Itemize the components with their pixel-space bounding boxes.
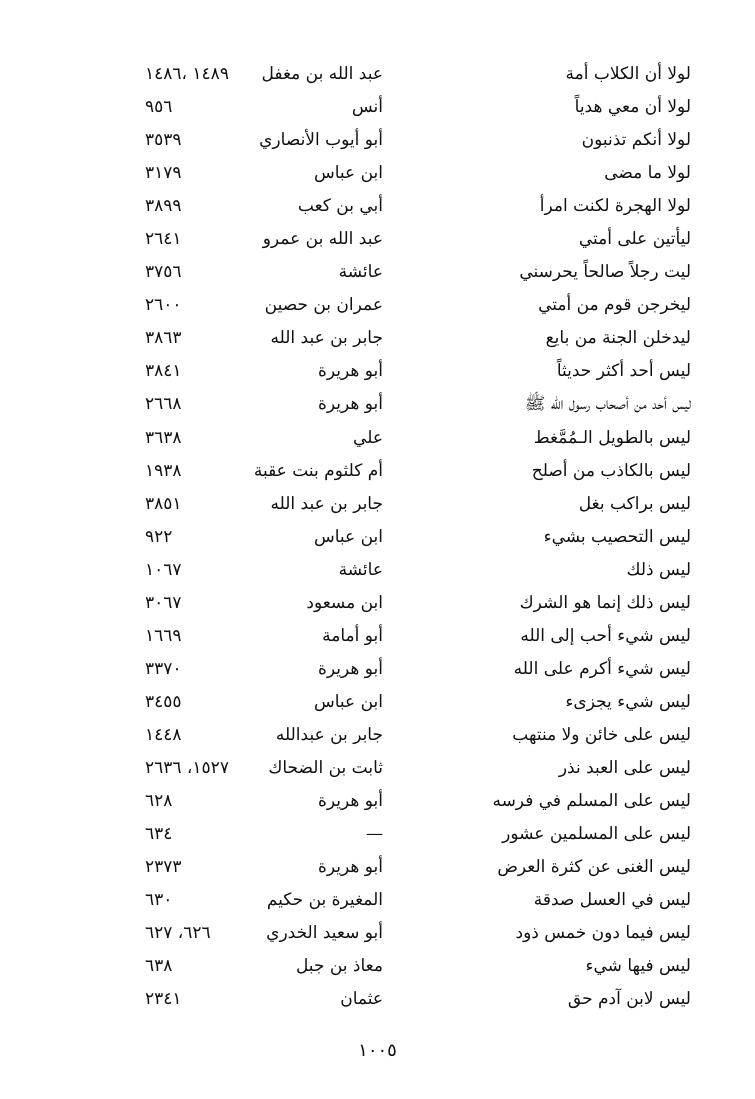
hadith-reference-number: ٢٦٦٨: [145, 394, 182, 415]
hadith-reference-number: ٣٧٥٦: [145, 262, 182, 283]
hadith-text: لولا ما مضى: [604, 163, 691, 184]
narrator-name: أبو هريرة: [317, 791, 383, 812]
hadith-text: لولا أن الكلاب أمة: [565, 64, 691, 84]
hadith-reference-number: ٦٢٨: [145, 791, 173, 812]
narrator-name: عثمان: [340, 989, 383, 1010]
index-row: [0, 388, 755, 421]
narrator-name: أم كلثوم بنت عقبة: [253, 460, 383, 481]
hadith-reference-number: ١٥٢٧، ٢٦٣٦: [145, 757, 229, 778]
narrator-name: أبو هريرة: [317, 361, 383, 382]
narrator-name: عبد الله بن عمرو: [262, 229, 383, 250]
hadith-reference-number: ٣٨٩٩: [145, 196, 182, 217]
narrator-name: ابن عباس: [313, 691, 383, 712]
hadith-text: ليس الغنى عن كثرة العرض: [497, 857, 691, 878]
index-list: [0, 58, 755, 1016]
hadith-reference-number: ٣٨٥١: [145, 493, 182, 514]
index-row: [0, 785, 755, 818]
index-row: [0, 818, 755, 851]
narrator-name: أبو هريرة: [317, 394, 383, 415]
index-row: [0, 917, 755, 950]
hadith-text: ليس فيما دون خمس ذود: [515, 923, 691, 944]
hadith-reference-number: ٢٦٠٠: [145, 295, 182, 316]
index-row: [0, 752, 755, 785]
narrator-name: عائشة: [338, 262, 383, 283]
hadith-reference-number: ٦٢٦، ٦٢٧: [145, 923, 211, 944]
hadith-reference-number: ١٤٤٨: [145, 724, 182, 745]
hadith-text: ليس على المسلم في فرسه: [492, 791, 691, 812]
index-row: [0, 521, 755, 554]
page-number: ١٠٠٥: [358, 1040, 397, 1061]
hadith-text: ليس على المسلمين عشور: [502, 824, 691, 845]
hadith-reference-number: ٦٣٤: [145, 824, 173, 845]
narrator-name: المغيرة بن حكيم: [266, 890, 383, 911]
index-row: [0, 653, 755, 686]
narrator-name: —: [366, 824, 383, 845]
narrator-name: أبو أمامة: [322, 625, 383, 646]
hadith-reference-number: ٣٣٧٠: [145, 658, 182, 679]
index-row: [0, 91, 755, 124]
hadith-text: ليس شيء يجزىء: [565, 691, 691, 712]
index-row: [0, 355, 755, 388]
index-row: [0, 620, 755, 653]
hadith-text: ليدخلن الجنة من بايع: [545, 328, 691, 349]
hadith-text: ليس ذلك: [626, 559, 691, 580]
narrator-name: أنس: [351, 97, 383, 118]
hadith-reference-number: ٣٤٥٥: [145, 691, 182, 712]
hadith-text: ليس فيها شيء: [585, 956, 691, 977]
narrator-name: أبو هريرة: [317, 658, 383, 679]
narrator-name: علي: [353, 427, 383, 448]
hadith-reference-number: ٢٣٧٣: [145, 857, 182, 878]
narrator-name: عبد الله بن مغفل: [261, 64, 383, 84]
index-row: [0, 950, 755, 983]
hadith-text: ليس بالطويل الـمُمَّغط: [533, 427, 691, 448]
hadith-reference-number: ٣٨٦٣: [145, 328, 182, 349]
hadith-text: ليأتين على أمتي: [578, 229, 691, 250]
index-row: [0, 488, 755, 521]
index-row: [0, 884, 755, 917]
hadith-reference-number: ٣٦٣٨: [145, 427, 182, 448]
index-row: [0, 719, 755, 752]
index-row: [0, 686, 755, 719]
index-row: [0, 223, 755, 256]
index-row: [0, 322, 755, 355]
hadith-reference-number: ٩٢٢: [145, 526, 173, 547]
index-row: [0, 455, 755, 488]
hadith-text: ليس شيء أحب إلى الله: [520, 625, 691, 646]
hadith-text: ليس التحصيب بشيء: [543, 526, 691, 547]
hadith-reference-number: ١٤٨٩ ،١٤٨٦: [145, 64, 229, 84]
index-row: [0, 157, 755, 190]
narrator-name: ابن عباس: [313, 163, 383, 184]
narrator-name: عمران بن حصين: [264, 295, 383, 316]
hadith-reference-number: ١٦٦٩: [145, 625, 182, 646]
hadith-reference-number: ٢٣٤١: [145, 989, 182, 1010]
narrator-name: أبو أيوب الأنصاري: [259, 130, 383, 151]
narrator-name: ثابت بن الضحاك: [268, 757, 383, 778]
hadith-reference-number: ٦٣٠: [145, 890, 173, 911]
narrator-name: معاذ بن جبل: [295, 956, 383, 977]
narrator-name: جابر بن عبد الله: [270, 493, 383, 514]
hadith-text: ليس في العسل صدقة: [533, 890, 691, 911]
hadith-text: لولا أنكم تذنبون: [581, 130, 691, 151]
narrator-name: ابن عباس: [313, 526, 383, 547]
narrator-name: أبي بن كعب: [297, 196, 383, 217]
hadith-reference-number: ٣٨٤١: [145, 361, 182, 382]
hadith-text: ليس أحد من أصحاب رسول الله ﷺ: [524, 394, 691, 415]
index-row: [0, 256, 755, 289]
hadith-text: ليس على العبد نذر: [558, 757, 691, 778]
hadith-text: ليت رجلاً صالحاً يحرسني: [519, 262, 691, 283]
index-row: [0, 190, 755, 223]
hadith-text: لولا الهجرة لكنت امرأ: [539, 196, 691, 217]
hadith-reference-number: ٣٠٦٧: [145, 592, 182, 613]
hadith-text: ليس بالكاذب من أصلح: [531, 460, 691, 481]
hadith-reference-number: ٢٦٤١: [145, 229, 182, 250]
narrator-name: جابر بن عبد الله: [270, 328, 383, 349]
hadith-reference-number: ٦٣٨: [145, 956, 173, 977]
narrator-name: أبو سعيد الخدري: [266, 923, 383, 944]
index-row: [0, 587, 755, 620]
index-row: [0, 851, 755, 884]
hadith-reference-number: ٣٥٣٩: [145, 130, 182, 151]
hadith-text: ليس ذلك إنما هو الشرك: [519, 592, 691, 613]
narrator-name: عائشة: [338, 559, 383, 580]
index-row: [0, 422, 755, 455]
hadith-text: ليس براكب بغل: [578, 493, 691, 514]
hadith-reference-number: ٩٥٦: [145, 97, 173, 118]
hadith-text: ليس أحد أكثر حديثاً: [556, 361, 691, 382]
hadith-text: لولا أن معي هدياً: [574, 97, 691, 118]
narrator-name: أبو هريرة: [317, 857, 383, 878]
hadith-text: ليس لابن آدم حق: [567, 989, 691, 1010]
index-row: [0, 289, 755, 322]
hadith-reference-number: ١٩٣٨: [145, 460, 182, 481]
hadith-text: ليس على خائن ولا منتهب: [512, 724, 691, 745]
index-row: [0, 124, 755, 157]
index-row: [0, 554, 755, 587]
hadith-text: ليس شيء أكرم على الله: [513, 658, 691, 679]
hadith-reference-number: ٣١٧٩: [145, 163, 182, 184]
hadith-reference-number: ١٠٦٧: [145, 559, 182, 580]
hadith-text: ليخرجن قوم من أمتي: [538, 295, 691, 316]
index-row: [0, 983, 755, 1016]
narrator-name: ابن مسعود: [306, 592, 383, 613]
narrator-name: جابر بن عبدالله: [275, 724, 383, 745]
index-row: [0, 58, 755, 91]
